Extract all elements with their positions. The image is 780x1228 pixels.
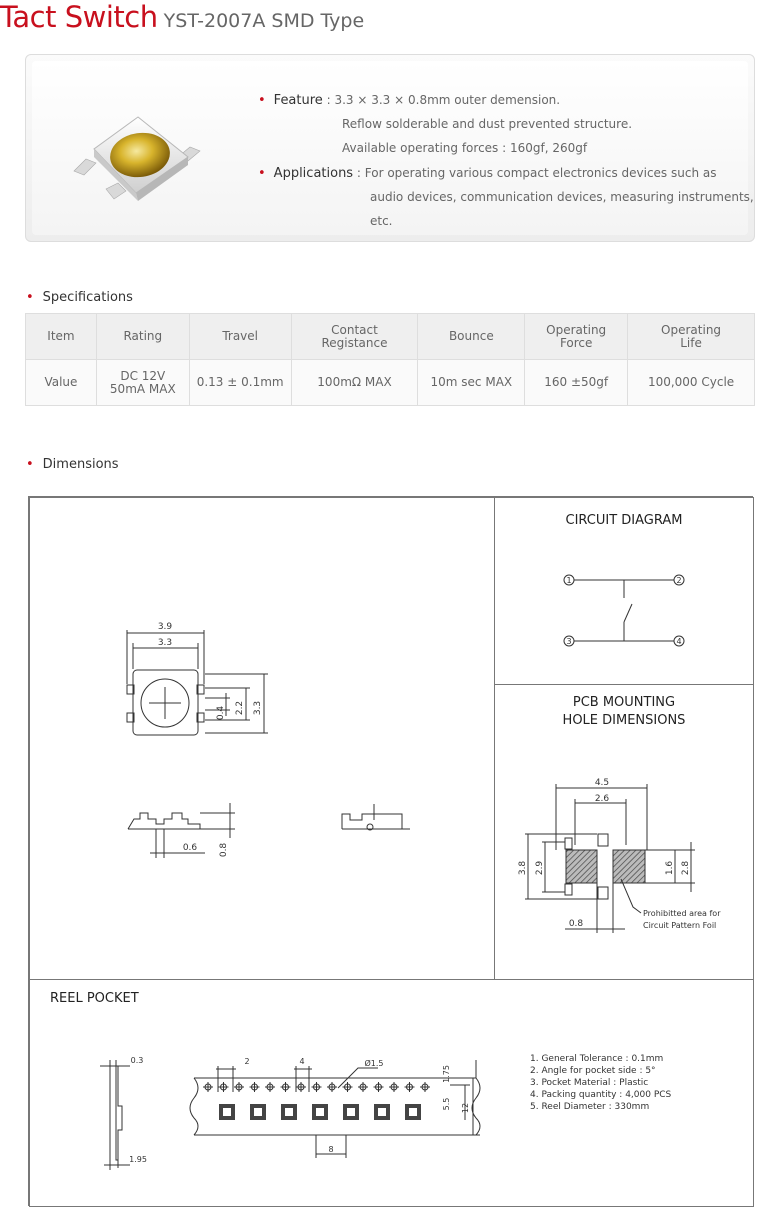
sprocket-hole-cross — [250, 1082, 260, 1092]
spec-value-cell: 160 ±50gf — [525, 360, 628, 406]
feature-line: Available operating forces : 160gf, 260gf — [342, 141, 588, 155]
sprocket-hole-cross — [312, 1082, 322, 1092]
spec-value-cell: 0.13 ± 0.1mm — [189, 360, 291, 406]
dim-label: 2.8 — [681, 860, 691, 876]
dim-label: 3.8 — [518, 860, 528, 876]
bullet-icon: • — [258, 93, 266, 108]
applications-line: For operating various compact electronics devices such as — [364, 166, 717, 180]
tape-pocket-center — [285, 1108, 293, 1116]
pcb-title: HOLE DIMENSIONS — [562, 713, 686, 728]
spec-value-cell: DC 12V 50mA MAX — [96, 360, 189, 406]
dim-label: 3.3 — [253, 700, 263, 716]
sprocket-hole-cross — [420, 1082, 430, 1092]
sprocket-hole-cross — [327, 1082, 337, 1092]
dim-label: 5.5 — [442, 1097, 451, 1111]
pin-label: 2 — [676, 576, 682, 585]
dim-label: 2.9 — [535, 860, 545, 876]
specifications-table — [25, 313, 755, 406]
reel-note: 1. General Tolerance : 0.1mm — [530, 1054, 664, 1064]
sprocket-hole-cross — [219, 1082, 229, 1092]
page-header — [0, 0, 364, 42]
dim-label: 4.5 — [594, 778, 610, 788]
sprocket-hole-cross — [405, 1082, 415, 1092]
dim-label: 0.8 — [219, 842, 229, 858]
page-title: Tact Switch — [0, 0, 158, 34]
sprocket-holes — [203, 1082, 430, 1092]
reel-pocket-diagram — [29, 979, 754, 1207]
circuit-title: CIRCUIT DIAGRAM — [565, 513, 683, 528]
tape-pocket-center — [347, 1108, 355, 1116]
bullet-icon: • — [258, 166, 266, 181]
pcb-mounting-diagram — [494, 684, 754, 980]
reel-note: 2. Angle for pocket side : 5° — [530, 1066, 656, 1076]
pin-label: 3 — [566, 637, 572, 646]
spec-header-cell: Operating Life — [628, 314, 755, 360]
dim-label: 4 — [299, 1057, 305, 1066]
sprocket-hole-cross — [265, 1082, 275, 1092]
spec-header-cell: Operating Force — [525, 314, 628, 360]
specifications-heading: • Specifications — [26, 290, 133, 305]
tape-pocket-center — [254, 1108, 262, 1116]
applications-line: audio devices, communication devices, measuring instruments, — [370, 190, 754, 204]
feature-panel: • Feature : 3.3 × 3.3 × 0.8mm outer demension. Reflow solderable and dust prevented structure. Available operating forces : 160gf, 260gf • Applications : For operating various compact electronics devices such as audio devices, communication devices, measuring instruments, etc. — [25, 54, 755, 242]
sprocket-hole-cross — [203, 1082, 213, 1092]
tape-pocket-center — [409, 1108, 417, 1116]
sprocket-hole-cross — [281, 1082, 291, 1092]
dim-label: 1.75 — [442, 1065, 451, 1083]
product-image — [66, 111, 216, 206]
dim-label: 2.2 — [235, 700, 245, 716]
tape-pocket-center — [316, 1108, 324, 1116]
dim-label: 1.95 — [129, 1155, 147, 1164]
dim-label: Ø1.5 — [364, 1059, 384, 1068]
outline-svg — [30, 498, 495, 980]
tape-pockets — [219, 1104, 421, 1120]
dimensions-heading: • Dimensions — [26, 457, 119, 472]
feature-line: 3.3 × 3.3 × 0.8mm outer demension. — [334, 93, 561, 107]
feature-line: Reflow solderable and dust prevented structure. — [342, 117, 633, 131]
sprocket-hole-cross — [374, 1082, 384, 1092]
dim-label: 0.6 — [182, 843, 198, 853]
dim-label: 1.6 — [665, 860, 675, 876]
dim-label: 0.4 — [216, 705, 226, 721]
reel-note: 5. Reel Diameter : 330mm — [530, 1102, 650, 1112]
pcb-title: PCB MOUNTING — [572, 695, 676, 710]
pin-label: 4 — [676, 637, 682, 646]
spec-header-cell: Rating — [96, 314, 189, 360]
spec-value-cell: Value — [26, 360, 97, 406]
bullet-icon: • — [26, 290, 34, 305]
tape-pocket-center — [378, 1108, 386, 1116]
dim-label: 12 — [461, 1102, 470, 1114]
sprocket-hole-cross — [343, 1082, 353, 1092]
dim-label: 8 — [328, 1145, 334, 1154]
reel-note: 3. Pocket Material : Plastic — [530, 1078, 649, 1088]
dim-label: 2.6 — [594, 794, 610, 804]
applications-label: Applications — [273, 166, 354, 181]
reel-svg — [30, 980, 754, 1207]
sprocket-hole-cross — [358, 1082, 368, 1092]
tape-pocket-center — [223, 1108, 231, 1116]
spec-value-cell: 100mΩ MAX — [291, 360, 418, 406]
outline-drawing — [29, 497, 495, 980]
spec-value-cell: 100,000 Cycle — [628, 360, 755, 406]
circuit-diagram — [494, 497, 754, 685]
dim-label: 2 — [244, 1057, 250, 1066]
pcb-note: Circuit Pattern Foil — [643, 921, 717, 930]
spec-value-cell: 10m sec MAX — [418, 360, 525, 406]
reel-title: REEL POCKET — [50, 991, 139, 1006]
bullet-icon: • — [26, 457, 34, 472]
dim-label: 3.3 — [157, 638, 173, 648]
sprocket-hole-cross — [234, 1082, 244, 1092]
reel-note: 4. Packing quantity : 4,000 PCS — [530, 1090, 672, 1100]
applications-line: etc. — [370, 214, 393, 228]
spec-header-cell: Contact Registance — [291, 314, 418, 360]
pcb-note: Prohibitted area for — [643, 909, 721, 918]
feature-label: Feature — [273, 93, 323, 108]
spec-header-cell: Item — [26, 314, 97, 360]
dim-label: 0.8 — [568, 919, 584, 929]
spec-header-cell: Bounce — [418, 314, 525, 360]
dim-label: 0.3 — [130, 1056, 144, 1065]
sprocket-hole-cross — [389, 1082, 399, 1092]
dim-label: 3.9 — [157, 622, 173, 632]
spec-header-cell: Travel — [189, 314, 291, 360]
sprocket-hole-cross — [296, 1082, 306, 1092]
pin-label: 1 — [566, 576, 572, 585]
dimensions-drawing — [28, 496, 753, 1206]
page-subtitle: YST-2007A SMD Type — [163, 10, 365, 32]
